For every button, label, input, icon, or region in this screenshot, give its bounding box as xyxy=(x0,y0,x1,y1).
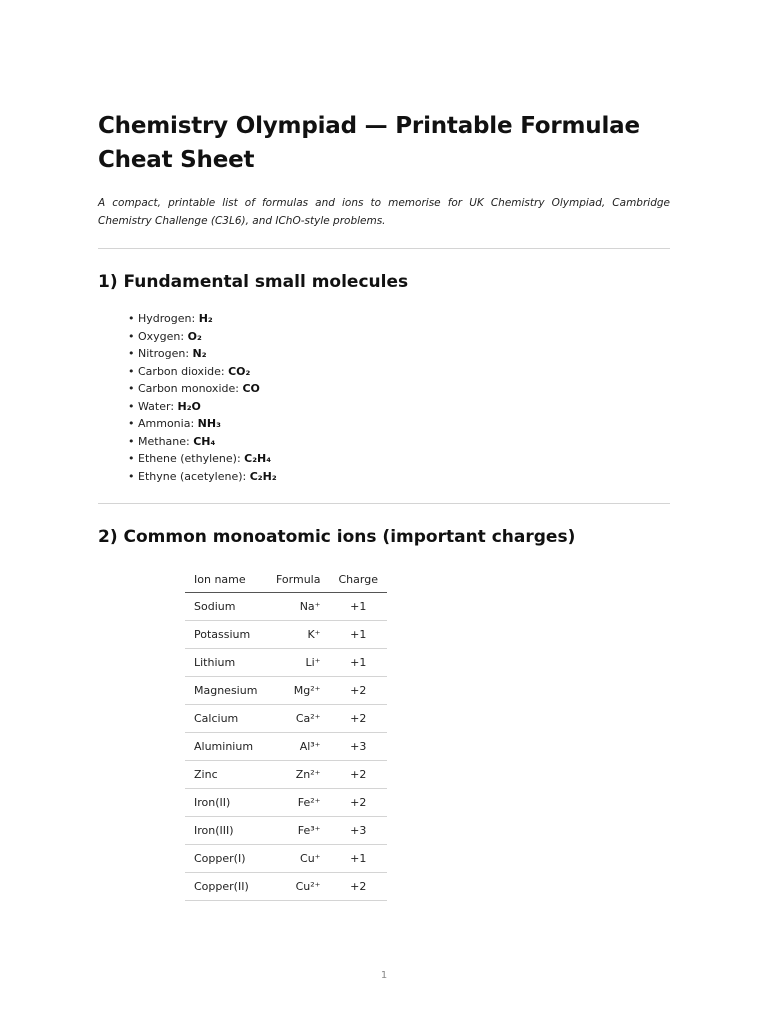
table-row xyxy=(185,817,387,845)
ion-charge-cell: +2 xyxy=(329,873,386,901)
list-item xyxy=(128,328,277,346)
bullet-icon: • xyxy=(128,452,138,465)
ion-name-cell: Copper(I) xyxy=(185,845,267,873)
table-row xyxy=(185,649,387,677)
molecule-list xyxy=(128,310,277,485)
section2-heading: 2) Common monoatomic ions (important charges) xyxy=(98,527,576,547)
molecule-formula: C₂H₂ xyxy=(249,469,277,483)
table-row xyxy=(185,705,387,733)
ion-formula-cell: Zn²⁺ xyxy=(267,761,329,789)
table-row xyxy=(185,873,387,901)
molecule-name: Ammonia: xyxy=(138,417,195,430)
molecule-formula: CO xyxy=(242,382,260,395)
list-item xyxy=(128,450,277,468)
ion-charge-cell: +1 xyxy=(329,593,386,621)
ion-name-cell: Calcium xyxy=(185,705,267,733)
bullet-icon: • xyxy=(128,434,138,448)
ion-formula-cell: Ca²⁺ xyxy=(267,705,329,733)
molecule-name: Nitrogen: xyxy=(138,347,190,360)
molecule-formula: H₂ xyxy=(198,312,213,325)
ion-name-cell: Iron(III) xyxy=(185,817,267,845)
molecule-formula: H₂O xyxy=(177,399,201,413)
bullet-icon: • xyxy=(128,399,138,413)
section-divider xyxy=(98,503,670,504)
bullet-icon: • xyxy=(128,417,138,430)
ion-charge-cell: +2 xyxy=(329,677,386,705)
section1-heading: 1) Fundamental small molecules xyxy=(98,272,409,292)
page-number: 1 xyxy=(380,970,388,981)
list-item xyxy=(128,345,277,363)
table-row xyxy=(185,677,387,705)
molecule-name: Water: xyxy=(138,399,175,413)
molecule-name: Carbon monoxide: xyxy=(138,382,239,395)
bullet-icon: • xyxy=(128,347,138,360)
intro-paragraph: A compact, printable list of formulas and ions to memorise for UK Chemistry Olympiad, Cambridge Chemistry Challenge (C3L6), and IChO-style problems. xyxy=(98,197,670,227)
column-header-charge: Charge xyxy=(329,566,386,593)
list-item xyxy=(128,415,277,433)
ion-formula-cell: Fe³⁺ xyxy=(267,817,329,845)
ion-formula-cell: Cu²⁺ xyxy=(267,873,329,901)
ion-formula-cell: Fe²⁺ xyxy=(267,789,329,817)
ion-name-cell: Magnesium xyxy=(185,677,267,705)
column-header-formula: Formula xyxy=(267,566,329,593)
page-title: Chemistry Olympiad — Printable Formulae Cheat Sheet xyxy=(98,113,640,173)
column-header-ion-name: Ion name xyxy=(185,566,267,593)
ion-charge-cell: +2 xyxy=(329,761,386,789)
ion-formula-cell: K⁺ xyxy=(267,621,329,649)
table-header-row xyxy=(185,566,387,593)
ion-table xyxy=(185,566,387,901)
ion-charge-cell: +3 xyxy=(329,817,386,845)
ion-charge-cell: +1 xyxy=(329,845,386,873)
bullet-icon: • xyxy=(128,364,138,378)
molecule-name: Ethyne (acetylene): xyxy=(138,469,247,483)
section-divider xyxy=(98,248,670,249)
molecule-formula: C₂H₄ xyxy=(244,452,272,465)
ion-charge-cell: +1 xyxy=(329,649,386,677)
molecule-formula: O₂ xyxy=(187,329,202,343)
table-row xyxy=(185,789,387,817)
ion-formula-cell: Al³⁺ xyxy=(267,733,329,761)
list-item xyxy=(128,398,277,416)
molecule-formula: N₂ xyxy=(192,347,207,360)
ion-name-cell: Lithium xyxy=(185,649,267,677)
ion-name-cell: Iron(II) xyxy=(185,789,267,817)
table-row xyxy=(185,733,387,761)
bullet-icon: • xyxy=(128,329,138,343)
ion-charge-cell: +3 xyxy=(329,733,386,761)
ion-formula-cell: Mg²⁺ xyxy=(267,677,329,705)
list-item xyxy=(128,468,277,486)
ion-name-cell: Copper(II) xyxy=(185,873,267,901)
molecule-name: Methane: xyxy=(138,434,190,448)
ion-name-cell: Zinc xyxy=(185,761,267,789)
list-item xyxy=(128,433,277,451)
ion-formula-cell: Cu⁺ xyxy=(267,845,329,873)
molecule-name: Carbon dioxide: xyxy=(138,364,225,378)
molecule-name: Hydrogen: xyxy=(138,312,196,325)
molecule-formula: CH₄ xyxy=(193,434,216,448)
molecule-name: Oxygen: xyxy=(138,329,185,343)
ion-name-cell: Aluminium xyxy=(185,733,267,761)
ion-formula-cell: Li⁺ xyxy=(267,649,329,677)
molecule-name: Ethene (ethylene): xyxy=(138,452,241,465)
molecule-formula: CO₂ xyxy=(228,364,251,378)
table-row xyxy=(185,761,387,789)
bullet-icon: • xyxy=(128,382,138,395)
ion-formula-cell: Na⁺ xyxy=(267,593,329,621)
ion-name-cell: Potassium xyxy=(185,621,267,649)
table-row xyxy=(185,621,387,649)
ion-charge-cell: +2 xyxy=(329,705,386,733)
molecule-formula: NH₃ xyxy=(197,417,221,430)
bullet-icon: • xyxy=(128,312,138,325)
table-row xyxy=(185,593,387,621)
ion-charge-cell: +1 xyxy=(329,621,386,649)
table-row xyxy=(185,845,387,873)
bullet-icon: • xyxy=(128,469,138,483)
ion-name-cell: Sodium xyxy=(185,593,267,621)
list-item xyxy=(128,363,277,381)
list-item xyxy=(128,310,277,328)
list-item xyxy=(128,380,277,398)
ion-charge-cell: +2 xyxy=(329,789,386,817)
